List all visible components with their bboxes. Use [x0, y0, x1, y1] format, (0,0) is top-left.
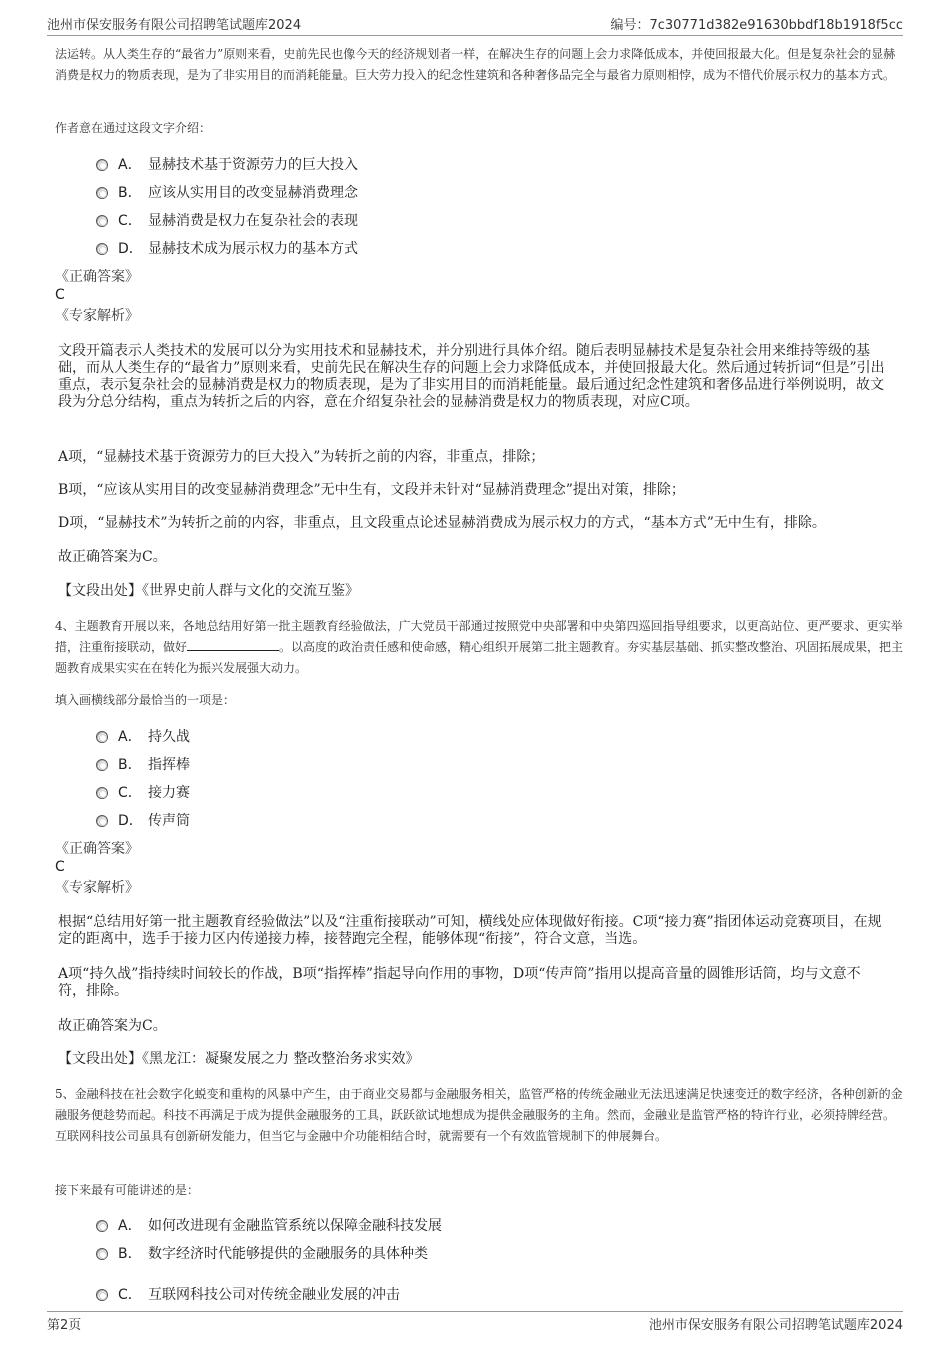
option-key: C．	[118, 785, 142, 801]
option-text: 显赫消费是权力在复杂社会的表现	[148, 213, 358, 229]
option-key: C．	[118, 1287, 142, 1303]
q4-passage	[55, 616, 905, 679]
q5-passage: 5、金融科技在社会数字化蜕变和重构的风暴中产生，由于商业交易都与金融服务相关，监管严格的传统金融业无法迅速满足快速变迁的数字经济，各种创新的金融服务便趁势而起。科技不再满足于成为提供金融服务的工具，跃跃欲试地想成为提供金融服务的主角。然而，金融业是监管严格的特许行业，必须持牌经营。互联网科技公司虽具有创新研发能力，但当它与金融中介功能相结合时，就需要有一个有效监管规制下的伸展舞台。	[55, 1087, 903, 1143]
option-key: B．	[118, 757, 142, 773]
q3-answer-label: 《正确答案》	[55, 269, 139, 285]
q4-analysis-para: 根据“总结用好第一批主题教育经验做法”以及“注重衔接联动”可知，横线处应体现做好衔接。C项“接力赛”指团体运动竞赛项目，在规定的距离中，选手于接力区内传递接力棒，接替跑完全程，能够体现“衔接”，符合文意，当选。	[58, 914, 882, 947]
page-number: 第2页	[47, 1318, 82, 1333]
q3-analysis-para: 文段开篇表示人类技术的发展可以分为实用技术和显赫技术，并分别进行具体介绍。随后表明显赫技术是复杂社会用来维持等级的基础，而从人类生存的“最省力”原则来看，史前先民在解决生存的问题上会力求降低成本，并使回报最大化。然后通过转折词“但是”引出重点，表示复杂社会的显赫消费是权力的物质表现，是为了非实用目的而消耗能量。最后通过纪念性建筑和奢侈品进行举例说明，故文段为分总分结构，重点为转折之后的内容，意在介绍复杂社会的显赫消费是权力的物质表现，对应C项。	[58, 343, 885, 410]
option-text: 指挥棒	[148, 757, 190, 773]
q3-answer: C	[55, 287, 65, 303]
option-key: A．	[118, 729, 142, 745]
radio-icon[interactable]	[96, 815, 108, 827]
radio-icon[interactable]	[96, 759, 108, 771]
radio-icon[interactable]	[96, 1248, 108, 1260]
q4-analysis-para: A项“持久战”指持续时间较长的作战，B项“指挥棒”指起导向作用的事物，D项“传声筒”指用以提高音量的圆锥形话筒，均与文意不符，排除。	[58, 966, 861, 999]
header-doc-id: 编号：7c30771d382e91630bbdf18b1918f5cc	[610, 18, 903, 33]
q3-analysis-para: 故正确答案为C。	[58, 549, 167, 565]
q4-answer: C	[55, 859, 65, 875]
radio-icon[interactable]	[96, 243, 108, 255]
q4-passage-start: 4、主题教育开展以来，各地总结用好第一批主题教育经验做法，广大党员干部通过按照党中央部署和中央第四巡回指导组要求，以更高站位、更严要求、更实举措，注重衔接联动，做好	[55, 619, 903, 654]
option-text: 数字经济时代能够提供的金融服务的具体种类	[148, 1246, 428, 1262]
q3-analysis-para: A项，“显赫技术基于资源劳力的巨大投入”为转折之前的内容，非重点，排除；	[58, 449, 545, 465]
option-text: 显赫技术基于资源劳力的巨大投入	[148, 157, 358, 173]
q4-analysis-label: 《专家解析》	[55, 880, 139, 896]
radio-icon[interactable]	[96, 187, 108, 199]
q3-analysis-para: B项，“应该从实用目的改变显赫消费理念”无中生有，文段并未针对“显赫消费理念”提出对策，排除；	[58, 482, 685, 498]
option-key: B．	[118, 185, 142, 201]
radio-icon[interactable]	[96, 1289, 108, 1301]
q3-passage: 法运转。从人类生存的“最省力”原则来看，史前先民也像今天的经济规划者一样，在解决生存的问题上会力求降低成本，并使回报最大化。但是复杂社会的显赫消费是权力的物质表现，是为了非实用目的而消耗能量。巨大劳力投入的纪念性建筑和各种奢侈品完全与最省力原则相悖，成为不惜代价展示权力的基本方式。	[55, 47, 896, 82]
radio-icon[interactable]	[96, 159, 108, 171]
radio-icon[interactable]	[96, 731, 108, 743]
header-title: 池州市保安服务有限公司招聘笔试题库2024	[47, 18, 302, 33]
option-key: D．	[118, 241, 143, 257]
q4-prompt: 填入画横线部分最恰当的一项是：	[55, 693, 236, 707]
option-text: 互联网科技公司对传统金融业发展的冲击	[148, 1287, 400, 1303]
q3-prompt: 作者意在通过这段文字介绍：	[55, 121, 212, 135]
q4-analysis-para: 故正确答案为C。	[58, 1018, 167, 1034]
q3-analysis-label: 《专家解析》	[55, 308, 139, 324]
option-text: 持久战	[148, 729, 190, 745]
q4-source: 【文段出处】《黑龙江：凝聚发展之力 整改整治务求实效》	[58, 1051, 420, 1067]
radio-icon[interactable]	[96, 1220, 108, 1232]
page-header	[47, 14, 903, 36]
q3-source: 【文段出处】《世界史前人群与文化的交流互鉴》	[58, 583, 359, 599]
page-footer	[47, 1311, 903, 1333]
option-text: 显赫技术成为展示权力的基本方式	[148, 241, 358, 257]
q4-passage-end: 。以高度的政治责任感和使命感，精心组织开展第二批主题教育。夯实基层基础、抓实整改整治、巩固拓展成果，把主题教育成果实实在在转化为振兴发展强大动力。	[55, 640, 904, 675]
option-text: 应该从实用目的改变显赫消费理念	[148, 185, 358, 201]
fill-blank	[187, 639, 279, 651]
option-key: B．	[118, 1246, 142, 1262]
option-key: A．	[118, 157, 142, 173]
option-text: 传声筒	[148, 813, 190, 829]
radio-icon[interactable]	[96, 787, 108, 799]
q5-prompt: 接下来最有可能讲述的是：	[55, 1183, 200, 1197]
option-text: 如何改进现有金融监管系统以保障金融科技发展	[148, 1218, 442, 1234]
option-key: C．	[118, 213, 142, 229]
q3-analysis-para: D项，“显赫技术”为转折之前的内容，非重点，且文段重点论述显赫消费成为展示权力的方式，“基本方式”无中生有，排除。	[58, 515, 826, 531]
option-key: A．	[118, 1218, 142, 1234]
option-key: D．	[118, 813, 143, 829]
option-text: 接力赛	[148, 785, 190, 801]
q4-answer-label: 《正确答案》	[55, 841, 139, 857]
footer-title: 池州市保安服务有限公司招聘笔试题库2024	[648, 1318, 903, 1333]
radio-icon[interactable]	[96, 215, 108, 227]
